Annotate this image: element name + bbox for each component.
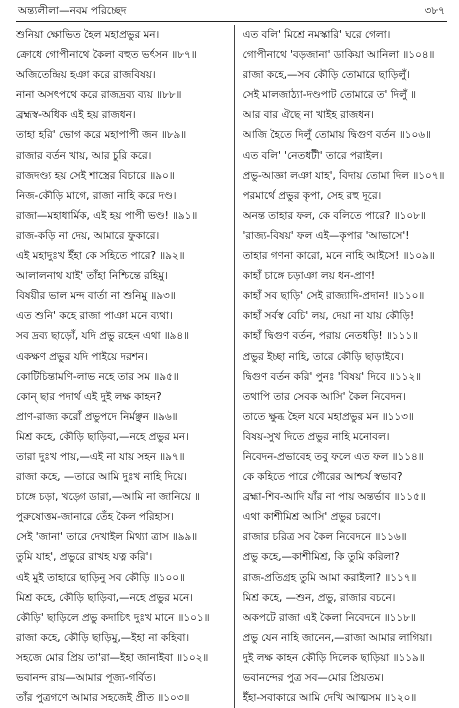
verse-line: প্রভু কহে,—কাশীমিশ্র, কি তুমি করিলা? [242, 551, 400, 564]
verse-line: রাজা কহে,—সব কৌড়ি তোমারে ছাড়িলুঁ। [242, 69, 410, 82]
verse-line: মিশ্র কহে, —শুন, প্রভু, রাজার বচনে। [242, 591, 396, 604]
verse-line: একক্ষণ প্রভুর যদি পাইয়ে দরশন। [16, 350, 148, 363]
verse-line: কাহাঁ সর্বস্ব বেচি' লয়, দেয়া না যায় কৌড়ি! [242, 310, 415, 323]
verse-line: প্রভুর ইচ্ছা নাহি, তারে কৌড়ি ছাড়াইবে। [242, 350, 404, 363]
verse-line: অকপটে রাজা এই কৈলা নিবেদনে ॥১১৮॥ [242, 611, 416, 624]
verse-line: বিষয়-সুখ দিতে প্রভুর নাহি মনোবল। [242, 430, 390, 443]
verse-line: তথাপি তার সেবক আসি' কৈল নিবেদন। [242, 390, 406, 403]
chapter-title: অন্ত্যলীলা—নবম পরিচ্ছেদ [18, 5, 127, 17]
verse-line: ভবানন্দ রায়—আমার পূজ্য-গর্বিত। [16, 672, 156, 684]
verse-line: 'রাজ্য-বিষয়' ফল এই—কৃপার 'আভাসে'! [242, 229, 410, 242]
verse-line: সব দ্রব্য ছাড়োঁ, যদি প্রভু রহেন এথা ॥৯৪॥ [16, 330, 190, 343]
verse-line: ব্রহ্মা-শিব-আদি যাঁর না পায় অন্তর্ভাব ॥১১৫॥ [242, 491, 426, 504]
verse-line: কাহাঁ চাঙ্গে চড়াঞা লয় ধন-প্রাণ! [242, 270, 376, 283]
verse-line: তাঁর পুত্রগণে আমার সহজেই প্রীত ॥১০৩॥ [16, 692, 190, 705]
verse-line: চাঙ্গে চড়া, খড়্গে ডারা,—আমি না জানিয়ে ॥ [16, 491, 200, 504]
running-header [16, 4, 447, 22]
verse-line: এত শুনি' কহে রাজা পাঞা মনে ব্যথা। [16, 310, 173, 323]
verse-line: তাহার গণনা কারো, মনে নাহি আইসে! ॥১০৯॥ [242, 250, 435, 263]
text-columns [16, 25, 447, 708]
verse-line: এত বলি' 'নেতধটী' তারে পরাইল। [242, 149, 383, 162]
verse-line: এত বলি' মিশ্রে নমস্কারি' ঘরে গেলা। [242, 29, 391, 41]
verse-line: ইঁহা-সবাকারে আমি দেখি আত্মসম ॥১২০॥ [242, 692, 417, 705]
verse-line: কে কহিতে পারে গৌরের আশ্চর্য স্বভাব? [242, 471, 403, 484]
verse-line: এথা কাশীমিশ্র আসি' প্রভুর চরণে। [242, 511, 381, 524]
left-column [16, 25, 230, 708]
verse-line: দুই লক্ষ কাহন কৌড়ি দিলেক ছাড়িয়া ॥১১৯॥ [242, 651, 425, 664]
verse-line: সেই মালজাঠ্যা-দণ্ডপাট তোমারে ত' দিলুঁ ॥ [242, 89, 417, 102]
verse-line: নিবেদন-প্রভাবেহ তবু ফলে এত ফল ॥১১৪॥ [242, 450, 424, 463]
verse-line: রাজদণ্ড্য হয় সেই শাস্ত্রের বিচারে ॥৯০॥ [16, 169, 175, 182]
verse-line: তারা দুঃখ পায়,—এই না যায় সহন ॥৯৭॥ [16, 450, 185, 463]
verse-line: নিজ-কৌড়ি মাগে, রাজা নাহি করে দণ্ড। [16, 189, 177, 202]
verse-line: ব্রহ্মস্ব-অধিক এই হয় রাজধন। [16, 109, 136, 122]
verse-line: এই মহাদুঃখ ইঁহা কে সহিতে পারে? ॥৯২॥ [16, 250, 185, 263]
verse-line: ক্রোধে গোপীনাথে কৈলা বহুত ভর্ৎসন ॥৮৭॥ [16, 49, 197, 62]
right-column [234, 25, 448, 708]
verse-line: পুরুষোত্তম-জানারে তেঁহ কৈল পরিহাস। [16, 511, 174, 524]
verse-line: দ্বিগুণ বর্তন করি' পুনঃ 'বিষয়' দিবে ॥১১২॥ [242, 370, 422, 383]
verse-line: কাহাঁ সব ছাড়ি' সেই রাজ্যাদি-প্রদান! ॥১১০॥ [242, 290, 425, 303]
verse-line: মিশ্র কহে, কৌড়ি ছাড়িবা,—নহে প্রভুর মনে। [16, 591, 193, 604]
verse-line: সহজে মোর প্রিয় তা'রা—ইহা জানাইবা ॥১০২॥ [16, 651, 209, 664]
verse-line: তাহা হরি' ভোগ করে মহাপাপী জন ॥৮৯॥ [16, 129, 187, 142]
verse-line: আর বার ঐছে না খাইহ রাজধন। [242, 109, 374, 122]
verse-line: প্রভু যেন নাহি জানেন,—রাজা আমার লাগিয়া। [242, 631, 433, 644]
page-number: ৩৮৭ [424, 5, 445, 17]
verse-line: রাজা—মহাধার্মিক, এই হয় পাপী ভণ্ড! ॥৯১॥ [16, 209, 198, 222]
verse-line: রাজ-কড়ি না দেয়, আমারে ফুকারে। [16, 229, 160, 242]
verse-line: পরমার্থে প্রভুর কৃপা, সেহ রহু দূরে। [242, 189, 382, 202]
verse-line: অনন্ত তাহার ফল, কে বলিতে পারে? ॥১০৮॥ [242, 209, 426, 222]
verse-line: গোপীনাথে 'বড়জানা' ডাকিয়া আনিলা ॥১০৪॥ [242, 49, 435, 62]
verse-line: তুমি যাহ', প্রভুরে রাখহ যত্ন করি'। [16, 551, 153, 564]
verse-line: তাতে ক্ষুব্ধ হৈল যবে মহাপ্রভুর মন ॥১১৩॥ [242, 410, 414, 423]
verse-line: কাহাঁ দ্বিগুণ বর্তন, পরায় নেতধড়ি! ॥১১১॥ [242, 330, 418, 343]
verse-line: অজিতেন্দ্রিয় হঞা করে রাজবিষয়। [16, 69, 156, 82]
verse-line: আলালনাথ যাই' তাঁহা নিশ্চিন্তে রহিমু। [16, 270, 168, 283]
verse-line: আজি হৈতে দিলুঁ তোমায় দ্বিগুণ বর্তন ॥১০৬॥ [242, 129, 431, 142]
verse-line: প্রভু-আজ্ঞা লঞা যাহ', বিদায় তোমা দিল ॥১০৭॥ [242, 169, 445, 182]
verse-line: নানা অসৎপথে করে রাজদ্রব্য ব্যয় ॥৮৮॥ [16, 89, 182, 102]
verse-line: সেই 'জানা' তারে দেখাইল মিথ্যা ত্রাস ॥৯৯॥ [16, 531, 198, 544]
verse-line: শুনিয়া ক্ষোভিত হৈল মহাপ্রভুর মন। [16, 29, 160, 41]
verse-line: রাজা কহে, —তারে আমি দুঃখ নাহি দিয়ে। [16, 471, 187, 484]
verse-line: বিষয়ীর ভাল মন্দ বার্তা না শুনিমু ॥৯৩॥ [16, 290, 176, 303]
verse-line: ভবানন্দের পুত্র সব—মোর প্রিয়তম। [242, 672, 384, 684]
verse-line: মিশ্র কহে, কৌড়ি ছাড়িবা,—নহে প্রভুর মন। [16, 430, 189, 443]
verse-line: কোন্ ছার পদার্থ এই দুই লক্ষ কাহন? [16, 390, 162, 403]
verse-line: রাজার চরিত্র সব কৈল নিবেদনে ॥১১৬॥ [242, 531, 407, 544]
verse-line: এই মুই তাহারে ছাড়িনু সব কৌড়ি ॥১০০॥ [16, 571, 185, 584]
verse-line: কোটিচিন্তামণি-লাভ নহে তার সম ॥৯৫॥ [16, 370, 179, 383]
verse-line: কৌড়ি' ছাড়িলে প্রভু কদাচিৎ দুঃখ মানে ॥১০১॥ [16, 611, 210, 624]
verse-line: রাজার বর্তন খায়, আর চুরি করে। [16, 149, 152, 162]
verse-line: রাজ-প্রতিগ্রহ তুমি আমা করাইলা? ॥১১৭॥ [242, 571, 417, 584]
verse-line: প্রাণ-রাজ্য করোঁ প্রভুপদে নির্মঞ্ছন ॥৯৬॥ [16, 410, 178, 423]
verse-line: রাজা কহে, কৌড়ি ছাড়িমু,—ইহা না কহিবা। [16, 631, 190, 644]
